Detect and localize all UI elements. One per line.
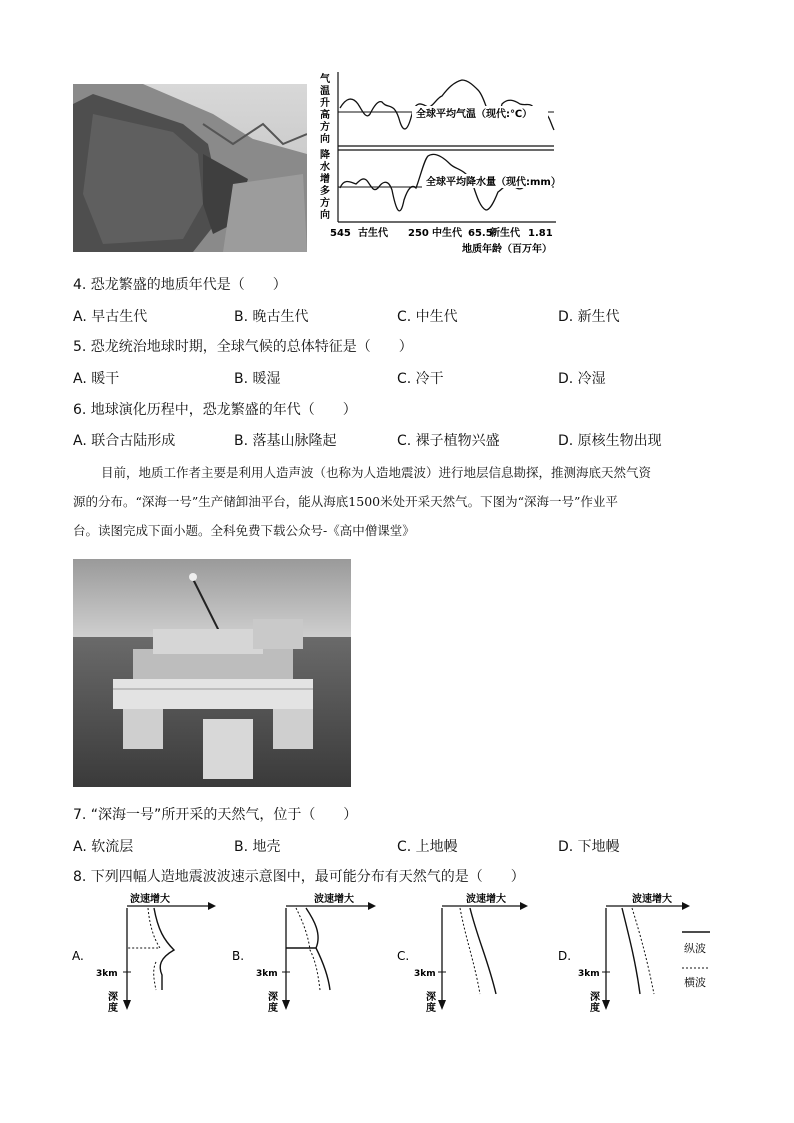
panel-a-depth-tick: 3km: [96, 969, 118, 979]
panel-c: [397, 892, 528, 1014]
axis-tick-181: 1.81: [528, 228, 553, 239]
panel-a-label: A.: [72, 949, 84, 963]
passage-line-1: 目前，地质工作者主要是利用人造声波（也称为人造地震波）进行地层信息勘探，推测海底天然气资: [101, 465, 652, 480]
question-8: 8. 下列四幅人造地震波波速示意图中，最可能分布有天然气的是（ ）: [73, 869, 525, 885]
q7-option-c[interactable]: C. 上地幔: [397, 839, 458, 855]
q6-option-a[interactable]: A. 联合古陆形成: [73, 433, 176, 449]
platform-photo-graphic: [73, 559, 351, 787]
q6-option-b[interactable]: B. 落基山脉隆起: [234, 433, 337, 449]
axis-tick-65: 65.5: [468, 228, 493, 239]
panel-a: [72, 892, 216, 1014]
axis-tick-cenozoic: 新生代: [490, 228, 520, 239]
q5-option-d[interactable]: D. 冷湿: [558, 371, 606, 387]
panel-d-depth-label: 深度: [590, 992, 600, 1014]
panel-d: [558, 892, 710, 1014]
legend-p-wave: 纵波: [684, 942, 706, 955]
passage-line-3: 台。读图完成下面小题。全科免费下载公众号-《高中僧课堂》: [73, 523, 415, 538]
q4-option-d[interactable]: D. 新生代: [558, 309, 620, 325]
q4-option-c[interactable]: C. 中生代: [397, 309, 458, 325]
q4-option-b[interactable]: B. 晚古生代: [234, 309, 309, 325]
climate-chart-svg: [316, 70, 566, 260]
reading-passage: [73, 458, 733, 545]
q7-option-d[interactable]: D. 下地幔: [558, 839, 620, 855]
panel-a-depth-label: 深度: [108, 992, 118, 1014]
panel-c-depth-label: 深度: [426, 992, 436, 1014]
rock-photo: [73, 84, 307, 252]
panel-d-depth-tick: 3km: [578, 969, 600, 979]
panel-d-top-label: 波速增大: [632, 894, 672, 905]
panel-d-label: D.: [558, 949, 572, 963]
axis-tick-paleozoic: 古生代: [358, 228, 388, 239]
axis-title: 地质年龄（百万年）: [462, 244, 552, 255]
wave-diagrams-svg: [70, 890, 730, 1020]
wave-diagrams: [70, 890, 730, 1020]
q6-option-d[interactable]: D. 原核生物出现: [558, 433, 662, 449]
panel-c-label: C.: [397, 949, 410, 963]
q4-option-a[interactable]: A. 早古生代: [73, 309, 148, 325]
panel-b-depth-tick: 3km: [256, 969, 278, 979]
question-5: 5. 恐龙统治地球时期，全球气候的总体特征是（ ）: [73, 339, 413, 355]
question-7: 7. “深海一号”所开采的天然气，位于（ ）: [73, 807, 358, 823]
axis-tick-250: 250: [408, 228, 429, 239]
y-label-temp: 气温升高方向: [320, 74, 330, 145]
q6-option-c[interactable]: C. 裸子植物兴盛: [397, 433, 500, 449]
precip-series-label: 全球平均降水量（现代:mm）: [426, 177, 561, 188]
q7-option-a[interactable]: A. 软流层: [73, 839, 134, 855]
q5-option-c[interactable]: C. 冷干: [397, 371, 444, 387]
temp-series-label: 全球平均气温（现代:℃）: [416, 109, 533, 120]
question-6: 6. 地球演化历程中，恐龙繁盛的年代（ ）: [73, 402, 357, 418]
question-4: 4. 恐龙繁盛的地质年代是（ ）: [73, 277, 287, 293]
panel-c-depth-tick: 3km: [414, 969, 436, 979]
rock-photo-graphic: [73, 84, 307, 252]
panel-a-top-label: 波速增大: [130, 894, 170, 905]
climate-figure: [316, 70, 566, 260]
panel-c-top-label: 波速增大: [466, 894, 506, 905]
panel-b-top-label: 波速增大: [314, 894, 354, 905]
y-label-precip: 降水增多方向: [320, 150, 330, 221]
panel-b-label: B.: [232, 949, 245, 963]
axis-tick-545: 545: [330, 228, 351, 239]
q5-option-a[interactable]: A. 暖干: [73, 371, 120, 387]
legend-s-wave: 横波: [684, 976, 706, 989]
platform-photo: [73, 559, 351, 787]
passage-line-2: 源的分布。“深海一号”生产储卸油平台，能从海底1500米处开采天然气。下图为“深海一号”作业平: [73, 494, 618, 509]
q5-option-b[interactable]: B. 暖湿: [234, 371, 281, 387]
panel-b: [232, 892, 376, 1014]
q7-option-b[interactable]: B. 地壳: [234, 839, 281, 855]
panel-b-depth-label: 深度: [268, 992, 278, 1014]
axis-tick-mesozoic: 中生代: [432, 228, 462, 239]
